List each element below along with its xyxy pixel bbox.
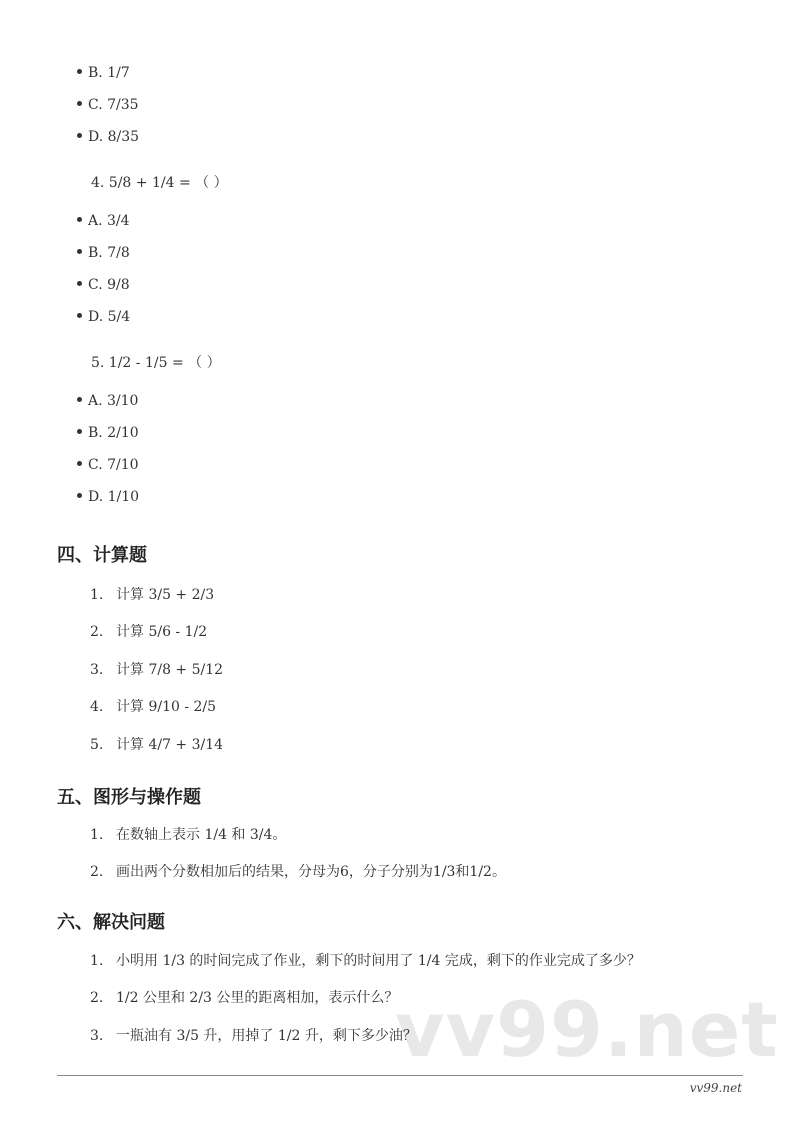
list-item: 2. 计算 5/6 - 1/2 xyxy=(90,624,208,640)
question-5: 5. 1/2 - 1/5 = （ ） xyxy=(91,355,221,371)
footer-divider xyxy=(57,1075,743,1076)
section-heading-calculation: 四、计算题 xyxy=(57,545,147,566)
bullet-icon xyxy=(77,69,82,74)
bullet-icon xyxy=(77,281,82,286)
bullet-icon xyxy=(77,249,82,254)
list-item: 2. 1/2 公里和 2/3 公里的距离相加，表示什么？ xyxy=(90,990,399,1006)
option-item: D. 1/10 xyxy=(77,487,139,507)
bullet-icon xyxy=(77,493,82,498)
bullet-icon xyxy=(77,217,82,222)
footer-site-name: vv99.net xyxy=(689,1081,742,1095)
list-item: 3. 一瓶油有 3/5 升，用掉了 1/2 升，剩下多少油？ xyxy=(90,1028,417,1044)
bullet-icon xyxy=(77,313,82,318)
option-item: B. 2/10 xyxy=(77,423,139,443)
bullet-icon xyxy=(77,101,82,106)
section-heading-problems: 六、解决问题 xyxy=(57,912,165,933)
option-item: D. 5/4 xyxy=(77,307,130,327)
option-item: C. 7/35 xyxy=(77,95,139,115)
watermark: vv99.net xyxy=(395,985,779,1074)
option-item: B. 1/7 xyxy=(77,63,130,83)
option-item: C. 7/10 xyxy=(77,455,139,475)
bullet-icon xyxy=(77,429,82,434)
bullet-icon xyxy=(77,461,82,466)
bullet-icon xyxy=(77,397,82,402)
option-item: A. 3/10 xyxy=(77,391,138,411)
option-item: A. 3/4 xyxy=(77,211,130,231)
list-item: 3. 计算 7/8 + 5/12 xyxy=(90,662,224,678)
list-item: 1. 计算 3/5 + 2/3 xyxy=(90,587,215,603)
list-item: 2. 画出两个分数相加后的结果，分母为6，分子分别为1/3和1/2。 xyxy=(90,864,506,880)
question-4: 4. 5/8 + 1/4 = （ ） xyxy=(91,175,228,191)
option-item: D. 8/35 xyxy=(77,127,139,147)
option-item: C. 9/8 xyxy=(77,275,130,295)
list-item: 1. 小明用 1/3 的时间完成了作业，剩下的时间用了 1/4 完成，剩下的作业完成了多少？ xyxy=(90,953,641,969)
list-item: 5. 计算 4/7 + 3/14 xyxy=(90,737,224,753)
section-heading-graphics: 五、图形与操作题 xyxy=(57,787,201,808)
option-item: B. 7/8 xyxy=(77,243,130,263)
list-item: 1. 在数轴上表示 1/4 和 3/4。 xyxy=(90,827,287,843)
bullet-icon xyxy=(77,133,82,138)
list-item: 4. 计算 9/10 - 2/5 xyxy=(90,699,217,715)
